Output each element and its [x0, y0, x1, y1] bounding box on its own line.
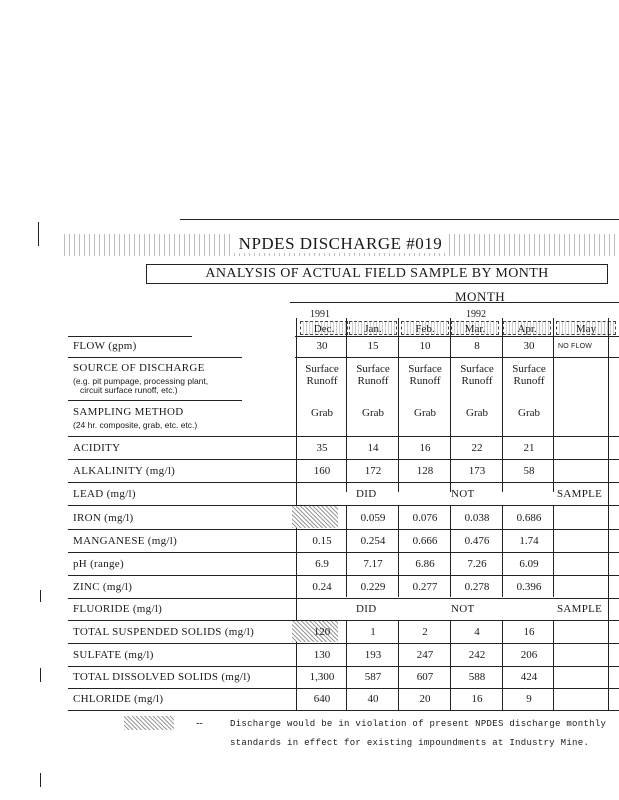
- left-margin-mark: [40, 668, 41, 682]
- grid-col: [502, 620, 503, 710]
- source-line1: Surface: [512, 363, 546, 375]
- source-line2: Runoff: [306, 375, 338, 387]
- sulfate-mar: 242: [468, 649, 486, 661]
- flow-apr: 30: [523, 340, 535, 352]
- grid-rule: [68, 688, 619, 689]
- grid-rule: [68, 400, 242, 401]
- month-dec: Dec.: [300, 321, 348, 335]
- source-apr: [504, 363, 554, 387]
- tds-feb: 607: [416, 671, 434, 683]
- alkalinity-dec: 160: [313, 465, 331, 477]
- lead-sample: SAMPLE: [557, 488, 603, 500]
- iron-mar: 0.038: [464, 512, 490, 524]
- grid-rule: [68, 643, 619, 644]
- alkalinity-feb: 128: [416, 465, 434, 477]
- grid-rule: [68, 336, 192, 337]
- footnote-marker: [124, 716, 174, 730]
- ph-dec: 6.9: [315, 558, 329, 570]
- flow-may: NO FLOW: [558, 343, 593, 350]
- grid-rule: [68, 598, 619, 599]
- row-label-sampling: SAMPLING METHOD: [73, 406, 184, 418]
- ph-apr: 6.09: [519, 558, 539, 570]
- sampling-jan: Grab: [362, 407, 384, 419]
- source-feb: [400, 363, 450, 387]
- flow-jan: 15: [367, 340, 379, 352]
- row-label-tss: TOTAL SUSPENDED SOLIDS (mg/l): [73, 626, 255, 638]
- grid-rule: [68, 436, 619, 437]
- grid-rule: [295, 336, 619, 337]
- footnote-line-2: standards in effect for existing impoundments at Industry Mine.: [230, 738, 590, 748]
- acidity-jan: 14: [367, 442, 379, 454]
- tss-dec: 120: [313, 626, 331, 638]
- ph-feb: 6.86: [415, 558, 435, 570]
- row-label-sulfate: SULFATE (mg/l): [73, 649, 154, 661]
- grid-rule: [68, 710, 619, 711]
- redacted-stipple: [292, 506, 338, 528]
- manganese-dec: 0.15: [312, 535, 332, 547]
- grid-col: [450, 620, 451, 710]
- zinc-apr: 0.396: [516, 581, 542, 593]
- row-label-ph: pH (range): [73, 558, 124, 570]
- manganese-apr: 1.74: [519, 535, 539, 547]
- grid-rule: [68, 620, 619, 621]
- chloride-apr: 9: [526, 693, 532, 705]
- manganese-feb: 0.666: [412, 535, 438, 547]
- grid-rule: [68, 552, 619, 553]
- grid-rule: [295, 357, 619, 358]
- grid-rule: [68, 482, 619, 483]
- sulfate-apr: 206: [520, 649, 538, 661]
- alkalinity-mar: 173: [468, 465, 486, 477]
- top-rule: [180, 219, 619, 220]
- zinc-mar: 0.278: [464, 581, 490, 593]
- sulfate-jan: 193: [364, 649, 382, 661]
- document-title: [62, 234, 619, 256]
- source-line1: Surface: [460, 363, 494, 375]
- source-line2: Runoff: [357, 375, 389, 387]
- flow-dec: 30: [316, 340, 328, 352]
- row-label-tds: TOTAL DISSOLVED SOLIDS (mg/l): [73, 671, 251, 683]
- iron-apr: 0.686: [516, 512, 542, 524]
- source-line1: Surface: [408, 363, 442, 375]
- fluoride-sample: SAMPLE: [557, 603, 603, 615]
- footnote-dash: --: [196, 718, 203, 729]
- month-apr: Apr.: [503, 321, 551, 335]
- alkalinity-apr: 58: [523, 465, 535, 477]
- source-line1: Surface: [356, 363, 390, 375]
- lead-not: NOT: [451, 488, 475, 500]
- source-line2: Runoff: [513, 375, 545, 387]
- grid-col: [502, 318, 503, 492]
- tss-jan: 1: [370, 626, 376, 638]
- chloride-mar: 16: [471, 693, 483, 705]
- alkalinity-jan: 172: [364, 465, 382, 477]
- grid-rule: [68, 357, 242, 358]
- row-label-fluoride: FLUORIDE (mg/l): [73, 603, 163, 615]
- grid-col: [398, 620, 399, 710]
- sulfate-feb: 247: [416, 649, 434, 661]
- ph-mar: 7.26: [467, 558, 487, 570]
- row-label-chloride: CHLORIDE (mg/l): [73, 693, 164, 705]
- tss-mar: 4: [474, 626, 480, 638]
- sampling-mar: Grab: [466, 407, 488, 419]
- acidity-mar: 22: [471, 442, 483, 454]
- lead-did: DID: [356, 488, 377, 500]
- grid-rule: [68, 529, 619, 530]
- left-margin-mark: [38, 222, 39, 246]
- month-mar: Mar.: [451, 321, 499, 335]
- acidity-dec: 35: [316, 442, 328, 454]
- row-label-zinc: ZINC (mg/l): [73, 581, 133, 593]
- year-1992: 1992: [466, 309, 486, 320]
- manganese-mar: 0.476: [464, 535, 490, 547]
- zinc-jan: 0.229: [360, 581, 386, 593]
- grid-col: [608, 318, 609, 710]
- grid-rule: [68, 575, 619, 576]
- tss-feb: 2: [422, 626, 428, 638]
- source-line2: Runoff: [461, 375, 493, 387]
- subtitle: ANALYSIS OF ACTUAL FIELD SAMPLE BY MONTH: [146, 264, 608, 284]
- month-feb: Feb.: [401, 321, 449, 335]
- row-label-flow: FLOW (gpm): [73, 340, 137, 352]
- chloride-jan: 40: [367, 693, 379, 705]
- source-note: (e.g. pit pumpage, processing plant,: [73, 376, 209, 386]
- source-note: circuit surface runoff, etc.): [80, 385, 178, 395]
- month-may: May: [556, 321, 616, 335]
- zinc-feb: 0.277: [412, 581, 438, 593]
- title-text: NPDES DISCHARGE #019: [233, 234, 449, 253]
- year-1991: 1991: [310, 309, 330, 320]
- row-label-source: SOURCE OF DISCHARGE: [73, 362, 205, 374]
- sampling-dec: Grab: [311, 407, 333, 419]
- source-line1: Surface: [305, 363, 339, 375]
- left-margin-mark: [40, 590, 41, 602]
- row-label-alkalinity: ALKALINITY (mg/l): [73, 465, 176, 477]
- sampling-apr: Grab: [518, 407, 540, 419]
- sulfate-dec: 130: [313, 649, 331, 661]
- acidity-apr: 21: [523, 442, 535, 454]
- sampling-feb: Grab: [414, 407, 436, 419]
- chloride-dec: 640: [313, 693, 331, 705]
- row-label-acidity: ACIDITY: [73, 442, 121, 454]
- grid-col: [398, 318, 399, 492]
- tds-apr: 424: [520, 671, 538, 683]
- iron-jan: 0.059: [360, 512, 386, 524]
- month-jan: Jan.: [349, 321, 397, 335]
- row-label-iron: IRON (mg/l): [73, 512, 134, 524]
- grid-rule: [68, 505, 619, 506]
- sampling-note: (24 hr. composite, grab, etc. etc.): [73, 420, 198, 430]
- tds-jan: 587: [364, 671, 382, 683]
- grid-col: [450, 318, 451, 492]
- grid-col: [398, 505, 399, 597]
- fluoride-did: DID: [356, 603, 377, 615]
- flow-feb: 10: [419, 340, 431, 352]
- fluoride-not: NOT: [451, 603, 475, 615]
- zinc-dec: 0.24: [312, 581, 332, 593]
- source-jan: [348, 363, 398, 387]
- left-margin-mark: [40, 773, 41, 787]
- ph-jan: 7.17: [363, 558, 383, 570]
- manganese-jan: 0.254: [360, 535, 386, 547]
- chloride-feb: 20: [419, 693, 431, 705]
- tds-mar: 588: [468, 671, 486, 683]
- source-dec: [297, 363, 347, 387]
- tds-dec: 1,300: [309, 671, 335, 683]
- grid-col: [502, 505, 503, 597]
- flow-mar: 8: [474, 340, 480, 352]
- footnote-line-1: Discharge would be in violation of present NPDES discharge monthly: [230, 719, 607, 729]
- source-line2: Runoff: [409, 375, 441, 387]
- row-label-manganese: MANGANESE (mg/l): [73, 535, 178, 547]
- iron-feb: 0.076: [412, 512, 438, 524]
- grid-col: [450, 505, 451, 597]
- acidity-feb: 16: [419, 442, 431, 454]
- grid-rule: [68, 666, 619, 667]
- grid-rule: [68, 459, 619, 460]
- source-mar: [452, 363, 502, 387]
- month-label: MONTH: [455, 289, 506, 304]
- tss-apr: 16: [523, 626, 535, 638]
- row-label-lead: LEAD (mg/l): [73, 488, 136, 500]
